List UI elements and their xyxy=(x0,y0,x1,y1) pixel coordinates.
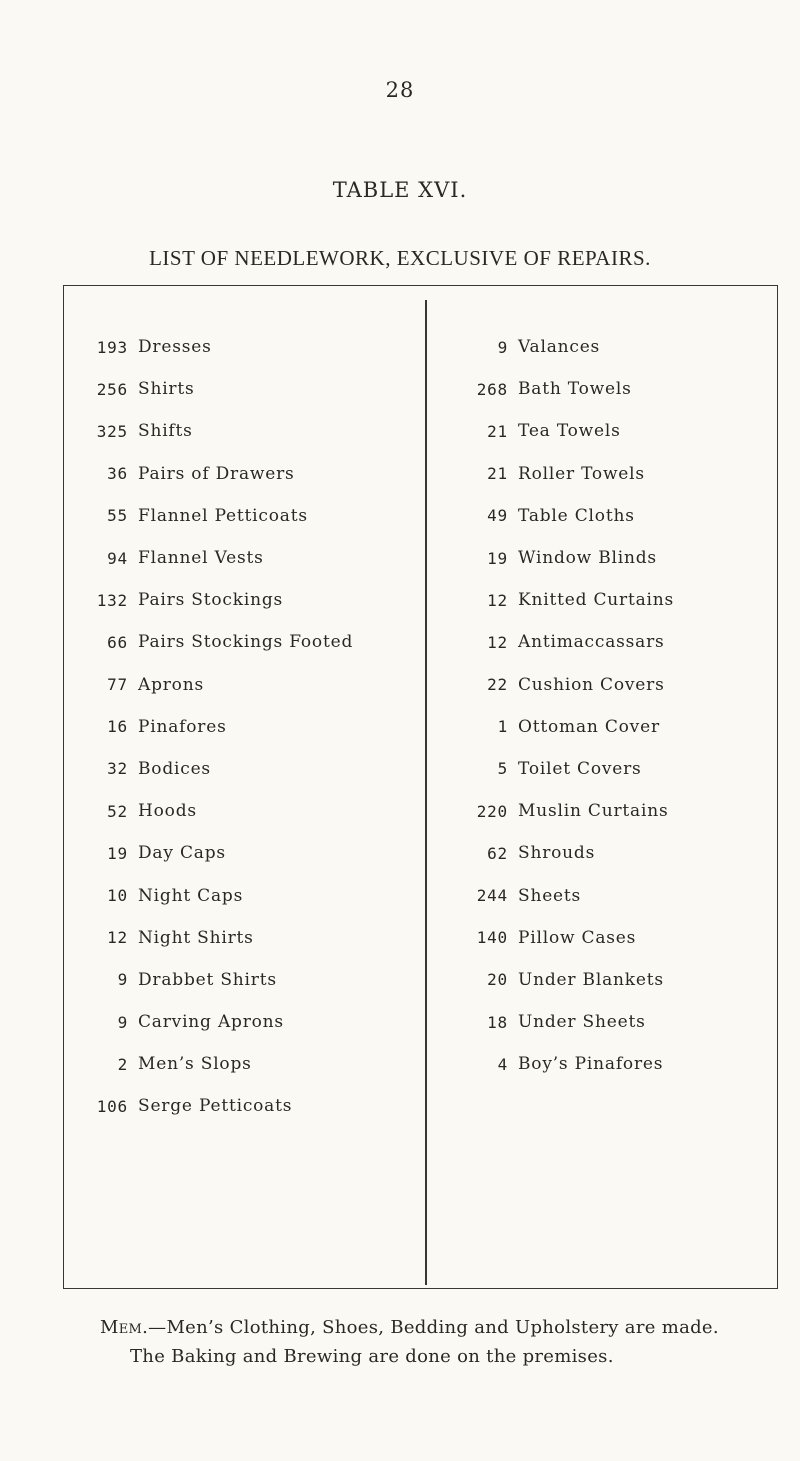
item-name: Serge Petticoats xyxy=(138,1096,293,1117)
item-name: Antimaccassars xyxy=(518,632,665,653)
footnote-label: Mem. xyxy=(100,1317,149,1338)
item-name: Roller Towels xyxy=(518,463,645,484)
table-row xyxy=(88,1085,353,1127)
table-row xyxy=(88,495,353,537)
table-row xyxy=(88,832,353,874)
page-number: 28 xyxy=(385,78,415,102)
table-row xyxy=(468,1043,674,1085)
item-name: Under Blankets xyxy=(518,969,664,990)
item-name: Carving Aprons xyxy=(138,1012,284,1033)
quantity: 9 xyxy=(497,337,508,357)
item-name: Pairs Stockings xyxy=(138,590,284,611)
item-name: Tea Towels xyxy=(518,421,621,442)
item-name: Dresses xyxy=(138,337,212,358)
item-name: Shifts xyxy=(138,421,193,442)
table-row xyxy=(88,453,353,495)
quantity: 140 xyxy=(476,928,508,948)
table-row xyxy=(88,748,353,790)
item-name: Flannel Petticoats xyxy=(138,505,308,526)
quantity: 19 xyxy=(487,548,508,568)
quantity: 94 xyxy=(107,548,128,568)
column-divider xyxy=(425,300,427,1285)
item-name: Boy’s Pinafores xyxy=(518,1054,664,1075)
item-name: Under Sheets xyxy=(518,1012,646,1033)
table-row xyxy=(468,832,674,874)
table-row xyxy=(88,917,353,959)
table-row xyxy=(468,621,674,663)
item-name: Toilet Covers xyxy=(518,758,642,779)
table-row xyxy=(468,959,674,1001)
table-row xyxy=(88,959,353,1001)
footnote-text-1: —Men’s Clothing, Shoes, Bedding and Upholstery are made. xyxy=(148,1317,719,1338)
table-row xyxy=(468,326,674,368)
table-row xyxy=(88,1001,353,1043)
quantity: 1 xyxy=(497,717,508,737)
quantity: 19 xyxy=(107,843,128,863)
quantity: 325 xyxy=(96,421,128,441)
item-name: Cushion Covers xyxy=(518,674,665,695)
footnote xyxy=(100,1313,780,1371)
item-name: Pairs Stockings Footed xyxy=(138,632,354,653)
item-name: Pairs of Drawers xyxy=(138,463,295,484)
quantity: 106 xyxy=(96,1096,128,1116)
quantity: 49 xyxy=(487,506,508,526)
table-row xyxy=(88,410,353,452)
table-row xyxy=(468,1001,674,1043)
quantity: 4 xyxy=(497,1054,508,1074)
quantity: 16 xyxy=(107,717,128,737)
item-name: Sheets xyxy=(518,885,582,906)
table-row xyxy=(468,495,674,537)
quantity: 32 xyxy=(107,759,128,779)
footnote-line-1 xyxy=(100,1313,780,1342)
item-name: Flannel Vests xyxy=(138,548,264,569)
item-name: Window Blinds xyxy=(518,548,657,569)
quantity: 5 xyxy=(497,759,508,779)
right-column xyxy=(468,326,674,1085)
quantity: 12 xyxy=(487,590,508,610)
quantity: 77 xyxy=(107,675,128,695)
item-name: Hoods xyxy=(138,801,197,822)
table-row xyxy=(88,1043,353,1085)
quantity: 52 xyxy=(107,801,128,821)
table-row xyxy=(88,368,353,410)
item-name: Shirts xyxy=(138,379,195,400)
quantity: 193 xyxy=(96,337,128,357)
quantity: 220 xyxy=(476,801,508,821)
item-name: Bodices xyxy=(138,758,211,779)
table-row xyxy=(468,368,674,410)
table-row xyxy=(88,326,353,368)
table-row xyxy=(468,579,674,621)
item-name: Pillow Cases xyxy=(518,927,637,948)
footnote-line-2: The Baking and Brewing are done on the premises. xyxy=(130,1346,614,1367)
quantity: 9 xyxy=(117,1012,128,1032)
item-name: Night Shirts xyxy=(138,927,254,948)
left-column xyxy=(88,326,353,1128)
quantity: 36 xyxy=(107,464,128,484)
quantity: 9 xyxy=(117,970,128,990)
table-row xyxy=(468,748,674,790)
quantity: 21 xyxy=(487,464,508,484)
quantity: 62 xyxy=(487,843,508,863)
quantity: 256 xyxy=(96,379,128,399)
item-name: Day Caps xyxy=(138,843,226,864)
item-name: Aprons xyxy=(138,674,204,695)
table-subtitle: LIST OF NEEDLEWORK, EXCLUSIVE OF REPAIRS. xyxy=(149,246,651,270)
quantity: 12 xyxy=(487,632,508,652)
table-row xyxy=(88,790,353,832)
table-row xyxy=(468,917,674,959)
table-row xyxy=(468,410,674,452)
item-name: Night Caps xyxy=(138,885,244,906)
item-name: Pinafores xyxy=(138,716,227,737)
item-name: Knitted Curtains xyxy=(518,590,675,611)
table-row xyxy=(468,537,674,579)
table-row xyxy=(88,537,353,579)
quantity: 268 xyxy=(476,379,508,399)
item-name: Bath Towels xyxy=(518,379,632,400)
item-name: Drabbet Shirts xyxy=(138,969,277,990)
table-row xyxy=(468,664,674,706)
item-name: Valances xyxy=(518,337,601,358)
quantity: 244 xyxy=(476,886,508,906)
quantity: 66 xyxy=(107,632,128,652)
table-row xyxy=(88,874,353,916)
quantity: 21 xyxy=(487,421,508,441)
table-title: TABLE XVI. xyxy=(332,178,468,202)
table-row xyxy=(468,453,674,495)
item-name: Muslin Curtains xyxy=(518,801,669,822)
table-row xyxy=(88,621,353,663)
table-row xyxy=(88,664,353,706)
item-name: Ottoman Cover xyxy=(518,716,660,737)
item-name: Men’s Slops xyxy=(138,1054,252,1075)
table-row xyxy=(88,706,353,748)
quantity: 20 xyxy=(487,970,508,990)
quantity: 10 xyxy=(107,886,128,906)
quantity: 12 xyxy=(107,928,128,948)
table-row xyxy=(468,874,674,916)
quantity: 18 xyxy=(487,1012,508,1032)
item-name: Shrouds xyxy=(518,843,596,864)
quantity: 132 xyxy=(96,590,128,610)
quantity: 2 xyxy=(117,1054,128,1074)
quantity: 22 xyxy=(487,675,508,695)
quantity: 55 xyxy=(107,506,128,526)
table-row xyxy=(468,790,674,832)
item-name: Table Cloths xyxy=(518,505,635,526)
table-row xyxy=(88,579,353,621)
table-row xyxy=(468,706,674,748)
